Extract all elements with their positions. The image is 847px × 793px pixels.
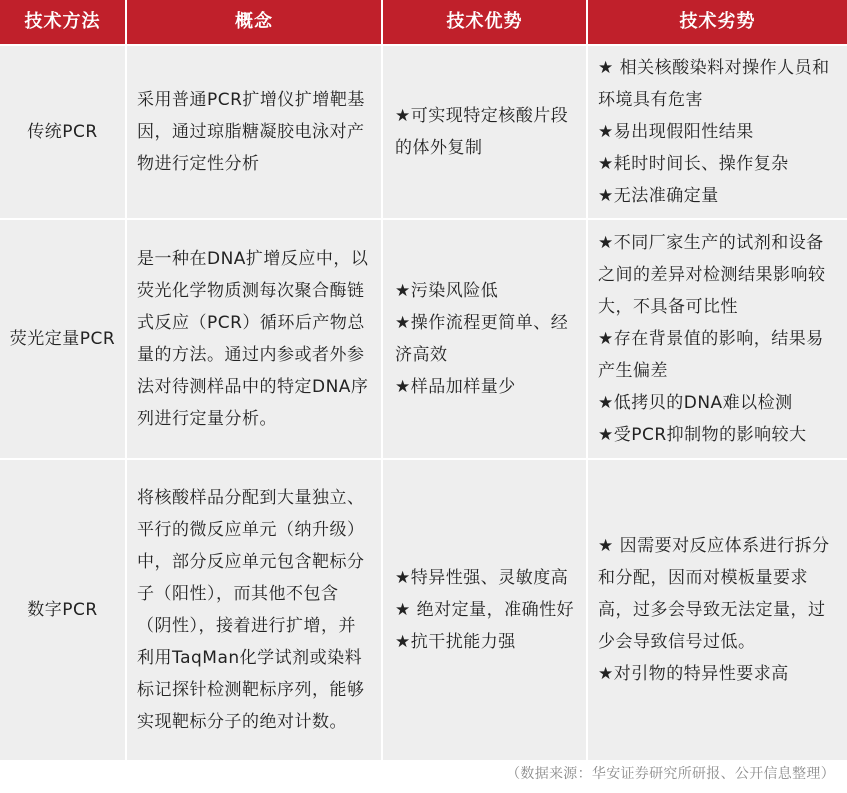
method-text: 荧光定量PCR bbox=[9, 329, 116, 349]
method-text: 传统PCR bbox=[27, 122, 98, 142]
method-text: 数字PCR bbox=[27, 600, 98, 620]
disadvantage-item: ★耗时时间长、操作复杂 bbox=[598, 154, 789, 174]
advantages-cell bbox=[383, 460, 588, 762]
disadvantage-item: ★低拷贝的DNA难以检测 bbox=[598, 393, 793, 413]
header-concept: 概念 bbox=[127, 0, 383, 46]
concept-text: 采用普通PCR扩增仪扩增靶基因，通过琼脂糖凝胶电泳对产物进行定性分析 bbox=[137, 90, 365, 174]
advantage-item: ★抗干扰能力强 bbox=[395, 632, 516, 652]
disadvantages-cell bbox=[588, 46, 847, 220]
method-cell bbox=[0, 46, 127, 220]
disadvantages-cell bbox=[588, 220, 847, 460]
source-note: （数据来源：华安证券研究所研报、公开信息整理） bbox=[506, 766, 835, 782]
advantage-item: ★操作流程更简单、经济高效 bbox=[395, 313, 569, 365]
concept-cell bbox=[127, 46, 383, 220]
advantages-cell bbox=[383, 46, 588, 220]
advantage-item: ★样品加样量少 bbox=[395, 377, 516, 397]
method-cell bbox=[0, 460, 127, 762]
concept-cell bbox=[127, 220, 383, 460]
disadvantages-cell bbox=[588, 460, 847, 762]
advantage-item: ★可实现特定核酸片段的体外复制 bbox=[395, 106, 569, 158]
method-cell bbox=[0, 220, 127, 460]
disadvantage-item: ★ 因需要对反应体系进行拆分和分配，因而对模板量要求高，过多会导致无法定量，过少会导致信号过低。 bbox=[598, 536, 830, 652]
advantages-cell bbox=[383, 220, 588, 460]
advantage-item: ★ 绝对定量，准确性好 bbox=[395, 600, 575, 620]
concept-cell bbox=[127, 460, 383, 762]
disadvantage-item: ★存在背景值的影响，结果易产生偏差 bbox=[598, 329, 824, 381]
disadvantage-item: ★对引物的特异性要求高 bbox=[598, 664, 789, 684]
header-disadvantages: 技术劣势 bbox=[588, 0, 847, 46]
disadvantage-item: ★受PCR抑制物的影响较大 bbox=[598, 425, 807, 445]
header-method: 技术方法 bbox=[0, 0, 127, 46]
concept-text: 将核酸样品分配到大量独立、平行的微反应单元（纳升级）中，部分反应单元包含靶标分子（阳性），而其他不包含（阴性），接着进行扩增，并利用TaqMan化学试剂或染料标记探针检测靶标序列，能够实现靶标分子的绝对计数。 bbox=[137, 488, 365, 732]
advantage-item: ★污染风险低 bbox=[395, 281, 499, 301]
concept-text: 是一种在DNA扩增反应中，以荧光化学物质测每次聚合酶链式反应（PCR）循环后产物总量的方法。通过内参或者外参法对待测样品中的特定DNA序列进行定量分析。 bbox=[137, 249, 369, 429]
advantage-item: ★特异性强、灵敏度高 bbox=[395, 568, 569, 588]
disadvantage-item: ★不同厂家生产的试剂和设备之间的差异对检测结果影响较大，不具备可比性 bbox=[598, 233, 826, 317]
disadvantage-item: ★易出现假阳性结果 bbox=[598, 122, 754, 142]
disadvantage-item: ★ 相关核酸染料对操作人员和环境具有危害 bbox=[598, 58, 830, 110]
header-advantages: 技术优势 bbox=[383, 0, 588, 46]
disadvantage-item: ★无法准确定量 bbox=[598, 186, 719, 206]
